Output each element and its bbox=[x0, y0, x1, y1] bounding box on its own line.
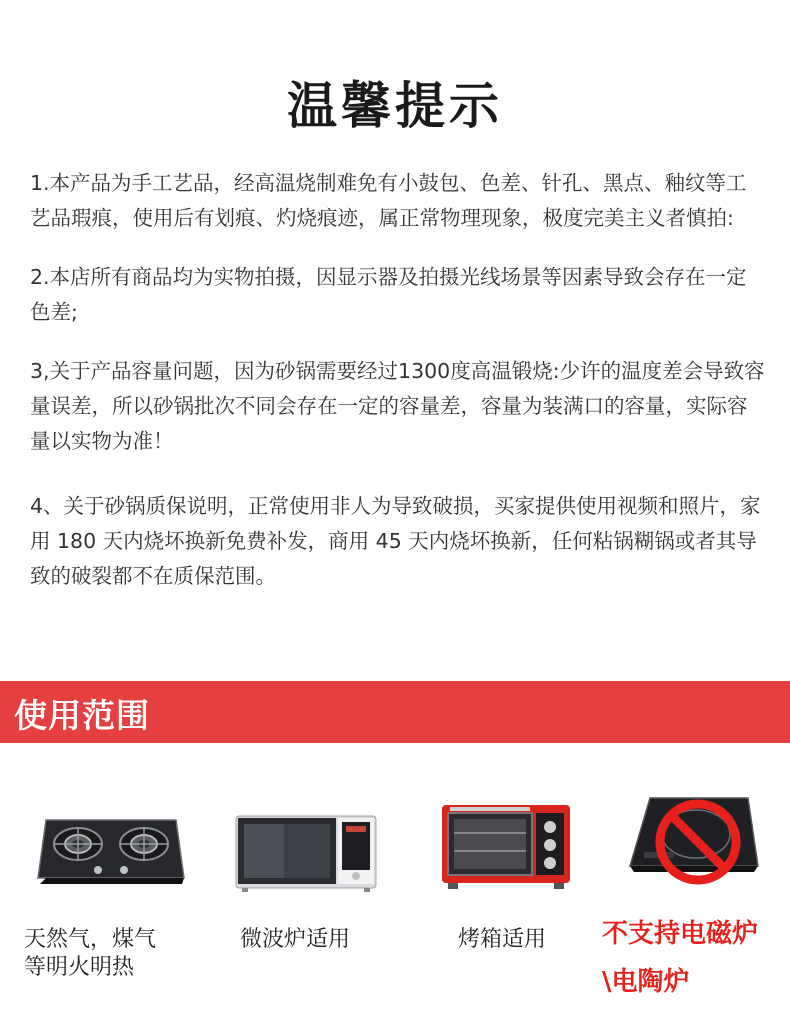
tips-list bbox=[30, 166, 765, 618]
usage-section-header bbox=[0, 681, 790, 743]
tip-1: 1.本产品为手工艺品，经高温烧制难免有小鼓包、色差、针孔、黑点、釉纹等工艺品瑕痕，使用后有划痕、灼烧痕迹，属正常物理现象，极度完美主义者慎拍: bbox=[30, 171, 747, 230]
gas-stove-icon bbox=[36, 816, 186, 886]
oven-icon bbox=[440, 803, 572, 891]
usage-label-oven: 烤箱适用 bbox=[458, 927, 547, 952]
microwave-icon bbox=[234, 812, 380, 894]
usage-section-title: 使用范围 bbox=[14, 696, 150, 735]
tip-2: 2.本店所有商品均为实物拍摄，因显示器及拍摄光线场景等因素导致会存在一定色差; bbox=[30, 265, 747, 324]
usage-label-microwave: 微波炉适用 bbox=[240, 927, 351, 952]
tip-3: 3,关于产品容量问题，因为砂锅需要经过1300度高温锻烧:少许的温度差会导致容量误差，所以砂锅批次不同会存在一定的容量差，容量为装满口的容量，实际容量以实物为准！ bbox=[30, 359, 765, 453]
induction-cooker-prohibited-icon bbox=[624, 790, 760, 900]
usage-label-gas-line1: 天然气，煤气 bbox=[24, 927, 157, 952]
tip-4: 4、关于砂锅质保说明，正常使用非人为导致破损，买家提供使用视频和照片，家用 180 天内烧坏换新免费补发，商用 45 天内烧坏换新，任何粘锅糊锅或者其导致的破裂都不在质保范围。 bbox=[30, 494, 761, 588]
usage-label-gas bbox=[24, 926, 156, 982]
usage-label-induction-line1: 不支持电磁炉 bbox=[602, 919, 759, 949]
usage-label-induction-line2: \电陶炉 bbox=[602, 967, 690, 997]
usage-label-induction bbox=[602, 920, 758, 996]
usage-label-gas-line2: 等明火明热 bbox=[24, 955, 135, 980]
page-title: 温馨提示 bbox=[287, 77, 503, 135]
